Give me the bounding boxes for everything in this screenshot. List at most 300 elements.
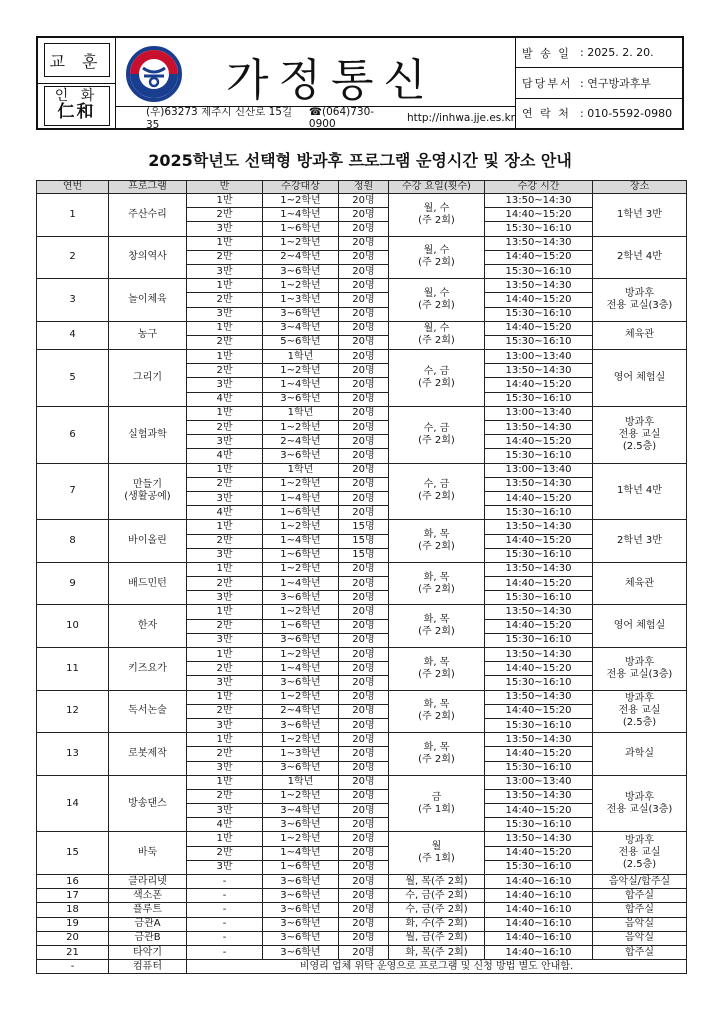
capacity: 20명 <box>339 931 389 945</box>
dept-row: 담당부서 : 연구방과후부 <box>516 68 682 98</box>
class-time: 13:50~14:30 <box>485 236 593 250</box>
program-name: 주산수리 <box>109 194 187 237</box>
class-days: 월, 수 (주 2회) <box>389 194 485 237</box>
program-number: 4 <box>37 321 109 349</box>
target-grade: 3~6학년 <box>263 307 339 321</box>
program-number: 12 <box>37 690 109 733</box>
program-name: 그리기 <box>109 350 187 407</box>
class-time: 14:40~15:20 <box>485 577 593 591</box>
class-name: 3반 <box>187 264 263 278</box>
class-name: 3반 <box>187 633 263 647</box>
class-location: 방과후 전용 교실(3층) <box>593 648 687 691</box>
class-name: 3반 <box>187 676 263 690</box>
class-location: 음악실 <box>593 917 687 931</box>
motto-panel <box>38 38 116 128</box>
capacity: 20명 <box>339 889 389 903</box>
class-name: 2반 <box>187 293 263 307</box>
table-row <box>37 236 687 250</box>
program-number: 17 <box>37 889 109 903</box>
class-time: 13:50~14:30 <box>485 789 593 803</box>
class-name: - <box>187 875 263 889</box>
target-grade: 1~2학년 <box>263 364 339 378</box>
capacity: 20명 <box>339 491 389 505</box>
capacity: 20명 <box>339 307 389 321</box>
target-grade: 3~4학년 <box>263 804 339 818</box>
class-time: 14:40~16:10 <box>485 931 593 945</box>
target-grade: 3~4학년 <box>263 321 339 335</box>
capacity: 20명 <box>339 860 389 874</box>
class-name: 1반 <box>187 279 263 293</box>
program-name: 만들기 (생활공예) <box>109 463 187 520</box>
class-name: 3반 <box>187 491 263 505</box>
program-number: 11 <box>37 648 109 691</box>
target-grade: 1~4학년 <box>263 534 339 548</box>
capacity: 20명 <box>339 208 389 222</box>
class-time: 13:00~13:40 <box>485 406 593 420</box>
class-days: 월, 목(주 2회) <box>389 875 485 889</box>
class-name: 2반 <box>187 364 263 378</box>
program-number: 15 <box>37 832 109 875</box>
capacity: 20명 <box>339 818 389 832</box>
class-name: 4반 <box>187 449 263 463</box>
table-row <box>37 775 687 789</box>
table-row <box>37 889 687 903</box>
class-days: 화, 목 (주 2회) <box>389 520 485 563</box>
class-days: 금 (주 1회) <box>389 775 485 832</box>
capacity: 20명 <box>339 619 389 633</box>
class-time: 14:40~15:20 <box>485 747 593 761</box>
program-name: 클라리넷 <box>109 875 187 889</box>
class-days: 수, 금(주 2회) <box>389 889 485 903</box>
class-location: 방과후 전용 교실 (2.5층) <box>593 406 687 463</box>
target-grade: 1~6학년 <box>263 860 339 874</box>
column-header: 정원 <box>339 181 389 194</box>
class-name: 2반 <box>187 208 263 222</box>
capacity: 20명 <box>339 775 389 789</box>
class-name: 1반 <box>187 648 263 662</box>
issue-date-row: 발 송 일 : 2025. 2. 20. <box>516 38 682 68</box>
class-time: 15:30~16:10 <box>485 860 593 874</box>
class-time: 14:40~15:20 <box>485 804 593 818</box>
class-name: 1반 <box>187 321 263 335</box>
class-time: 15:30~16:10 <box>485 761 593 775</box>
class-name: 4반 <box>187 392 263 406</box>
target-grade: 3~6학년 <box>263 761 339 775</box>
target-grade: 1~6학년 <box>263 548 339 562</box>
target-grade: 1~2학년 <box>263 194 339 208</box>
class-location: 1학년 4반 <box>593 463 687 520</box>
class-name: - <box>187 917 263 931</box>
class-name: - <box>187 931 263 945</box>
table-row <box>37 960 687 974</box>
program-number: 10 <box>37 605 109 648</box>
capacity: 20명 <box>339 378 389 392</box>
program-number: 16 <box>37 875 109 889</box>
class-name: 2반 <box>187 534 263 548</box>
program-name: 컴퓨터 <box>109 960 187 974</box>
capacity: 20명 <box>339 321 389 335</box>
class-name: 2반 <box>187 789 263 803</box>
capacity: 20명 <box>339 648 389 662</box>
class-name: 1반 <box>187 690 263 704</box>
class-time: 15:30~16:10 <box>485 506 593 520</box>
target-grade: 1~2학년 <box>263 832 339 846</box>
class-days: 화, 목 (주 2회) <box>389 648 485 691</box>
table-row <box>37 875 687 889</box>
class-days: 화, 수(주 2회) <box>389 917 485 931</box>
class-time: 13:00~13:40 <box>485 775 593 789</box>
program-name: 배드민턴 <box>109 562 187 605</box>
contact-info-bar <box>116 105 515 131</box>
capacity: 20명 <box>339 506 389 520</box>
target-grade: 1~2학년 <box>263 562 339 576</box>
contact-row: 연 락 처 : 010-5592-0980 <box>522 106 673 121</box>
capacity: 20명 <box>339 903 389 917</box>
class-location: 합주실 <box>593 889 687 903</box>
class-name: 1반 <box>187 406 263 420</box>
program-name: 실험과학 <box>109 406 187 463</box>
class-name: - <box>187 945 263 959</box>
capacity: 20명 <box>339 222 389 236</box>
capacity: 20명 <box>339 804 389 818</box>
capacity: 20명 <box>339 335 389 349</box>
program-name: 독서논술 <box>109 690 187 733</box>
class-name: 1반 <box>187 194 263 208</box>
class-days: 월, 금(주 2회) <box>389 931 485 945</box>
program-number: 21 <box>37 945 109 959</box>
target-grade: 1~2학년 <box>263 605 339 619</box>
class-name: 2반 <box>187 846 263 860</box>
class-name: 2반 <box>187 747 263 761</box>
program-number: 8 <box>37 520 109 563</box>
class-location: 1학년 3반 <box>593 194 687 237</box>
program-number: 14 <box>37 775 109 832</box>
table-row <box>37 945 687 959</box>
program-name: 금관A <box>109 917 187 931</box>
class-time: 15:30~16:10 <box>485 818 593 832</box>
class-location: 음악실/합주실 <box>593 875 687 889</box>
target-grade: 3~6학년 <box>263 449 339 463</box>
class-time: 13:50~14:30 <box>485 477 593 491</box>
capacity: 20명 <box>339 591 389 605</box>
class-name: - <box>187 903 263 917</box>
capacity: 20명 <box>339 690 389 704</box>
program-name: 농구 <box>109 321 187 349</box>
target-grade: 1~2학년 <box>263 236 339 250</box>
class-time: 14:40~16:10 <box>485 903 593 917</box>
class-time: 14:40~15:20 <box>485 293 593 307</box>
school-address: (우)63273 제주시 신산로 15길 35 <box>146 106 293 131</box>
class-time: 14:40~15:20 <box>485 846 593 860</box>
target-grade: 1~2학년 <box>263 690 339 704</box>
class-time: 15:30~16:10 <box>485 718 593 732</box>
dept-name: : 연구방과후부 <box>580 76 651 90</box>
table-row <box>37 917 687 931</box>
class-location: 체육관 <box>593 562 687 605</box>
program-name: 플루트 <box>109 903 187 917</box>
column-header: 프로그램 <box>109 181 187 194</box>
target-grade: 5~6학년 <box>263 335 339 349</box>
class-name: 1반 <box>187 236 263 250</box>
class-time: 13:50~14:30 <box>485 194 593 208</box>
capacity: 20명 <box>339 676 389 690</box>
class-days: 화, 목 (주 2회) <box>389 690 485 733</box>
capacity: 15명 <box>339 520 389 534</box>
target-grade: 3~6학년 <box>263 917 339 931</box>
target-grade: 3~6학년 <box>263 945 339 959</box>
class-time: 14:40~15:20 <box>485 619 593 633</box>
issue-info-panel <box>516 38 682 128</box>
program-number: 2 <box>37 236 109 279</box>
capacity: 20명 <box>339 761 389 775</box>
class-time: 13:50~14:30 <box>485 690 593 704</box>
program-name: 색소폰 <box>109 889 187 903</box>
program-name: 로봇제작 <box>109 733 187 776</box>
class-location: 체육관 <box>593 321 687 349</box>
class-time: 15:30~16:10 <box>485 264 593 278</box>
program-number: 3 <box>37 279 109 322</box>
column-header: 연번 <box>37 181 109 194</box>
target-grade: 2~4학년 <box>263 704 339 718</box>
table-header-row <box>37 181 687 194</box>
capacity: 20명 <box>339 605 389 619</box>
class-time: 14:40~15:20 <box>485 662 593 676</box>
class-time: 13:50~14:30 <box>485 562 593 576</box>
class-location: 합주실 <box>593 945 687 959</box>
class-time: 15:30~16:10 <box>485 222 593 236</box>
table-row <box>37 690 687 704</box>
motto-label: 교 훈 <box>44 43 110 77</box>
class-name: 2반 <box>187 577 263 591</box>
issue-date: : 2025. 2. 20. <box>580 46 654 60</box>
table-row <box>37 562 687 576</box>
school-phone: ☎(064)730-0900 <box>308 105 375 130</box>
capacity: 20명 <box>339 704 389 718</box>
class-time: 15:30~16:10 <box>485 392 593 406</box>
class-time: 15:30~16:10 <box>485 591 593 605</box>
class-name: 3반 <box>187 378 263 392</box>
class-name: 1반 <box>187 350 263 364</box>
target-grade: 3~6학년 <box>263 718 339 732</box>
class-location: 합주실 <box>593 903 687 917</box>
capacity: 20명 <box>339 350 389 364</box>
class-time: 14:40~15:20 <box>485 704 593 718</box>
target-grade: 1~6학년 <box>263 506 339 520</box>
newsletter-title: 가정통신 <box>226 55 437 106</box>
class-name: 3반 <box>187 860 263 874</box>
capacity: 15명 <box>339 534 389 548</box>
capacity: 20명 <box>339 662 389 676</box>
class-time: 14:40~16:10 <box>485 875 593 889</box>
column-header: 반 <box>187 181 263 194</box>
capacity: 20명 <box>339 364 389 378</box>
class-location: 방과후 전용 교실(3층) <box>593 775 687 832</box>
class-name: 3반 <box>187 307 263 321</box>
target-grade: 1~3학년 <box>263 293 339 307</box>
capacity: 20명 <box>339 747 389 761</box>
target-grade: 2~4학년 <box>263 250 339 264</box>
target-grade: 1~4학년 <box>263 208 339 222</box>
capacity: 20명 <box>339 789 389 803</box>
class-location: 방과후 전용 교실(3층) <box>593 279 687 322</box>
class-time: 14:40~15:20 <box>485 321 593 335</box>
class-time: 13:50~14:30 <box>485 733 593 747</box>
class-time: 14:40~16:10 <box>485 917 593 931</box>
target-grade: 1~4학년 <box>263 577 339 591</box>
class-time: 13:50~14:30 <box>485 832 593 846</box>
capacity: 20명 <box>339 279 389 293</box>
class-days: 화, 목 (주 2회) <box>389 733 485 776</box>
class-time: 13:50~14:30 <box>485 421 593 435</box>
class-time: 13:00~13:40 <box>485 350 593 364</box>
capacity: 20명 <box>339 421 389 435</box>
target-grade: 3~6학년 <box>263 392 339 406</box>
class-location: 과학실 <box>593 733 687 776</box>
target-grade: 3~6학년 <box>263 633 339 647</box>
program-number: - <box>37 960 109 974</box>
target-grade: 1~4학년 <box>263 662 339 676</box>
class-name: 3반 <box>187 718 263 732</box>
class-time: 15:30~16:10 <box>485 307 593 321</box>
class-days: 수, 금 (주 2회) <box>389 406 485 463</box>
class-time: 13:00~13:40 <box>485 463 593 477</box>
program-name: 방송댄스 <box>109 775 187 832</box>
class-location: 2학년 4반 <box>593 236 687 279</box>
program-number: 6 <box>37 406 109 463</box>
target-grade: 1~6학년 <box>263 619 339 633</box>
program-number: 18 <box>37 903 109 917</box>
school-logo <box>126 46 182 102</box>
capacity: 20명 <box>339 633 389 647</box>
table-row <box>37 648 687 662</box>
class-name: 2반 <box>187 619 263 633</box>
class-days: 화, 목(주 2회) <box>389 945 485 959</box>
target-grade: 1학년 <box>263 463 339 477</box>
program-number: 7 <box>37 463 109 520</box>
capacity: 20명 <box>339 293 389 307</box>
motto-korean: 인 화 <box>54 88 99 105</box>
class-name: 1반 <box>187 733 263 747</box>
table-row <box>37 903 687 917</box>
capacity: 20명 <box>339 875 389 889</box>
class-time: 13:50~14:30 <box>485 364 593 378</box>
capacity: 20명 <box>339 194 389 208</box>
motto-hanja: 仁和 <box>57 102 96 123</box>
class-name: 2반 <box>187 421 263 435</box>
table-row <box>37 406 687 420</box>
program-name: 한자 <box>109 605 187 648</box>
class-days: 월 (주 1회) <box>389 832 485 875</box>
capacity: 20명 <box>339 917 389 931</box>
class-name: 3반 <box>187 222 263 236</box>
target-grade: 1~4학년 <box>263 378 339 392</box>
table-row <box>37 733 687 747</box>
class-location: 영어 체험실 <box>593 350 687 407</box>
target-grade: 1~2학년 <box>263 733 339 747</box>
target-grade: 3~6학년 <box>263 264 339 278</box>
class-name: 4반 <box>187 818 263 832</box>
class-days: 월, 수 (주 2회) <box>389 321 485 349</box>
target-grade: 1~2학년 <box>263 421 339 435</box>
class-name: 3반 <box>187 435 263 449</box>
capacity: 15명 <box>339 548 389 562</box>
program-number: 1 <box>37 194 109 237</box>
target-grade: 1~2학년 <box>263 789 339 803</box>
target-grade: 1~2학년 <box>263 477 339 491</box>
class-time: 13:50~14:30 <box>485 605 593 619</box>
target-grade: 1~2학년 <box>263 279 339 293</box>
document-title: 2025학년도 선택형 방과후 프로그램 운영시간 및 장소 안내 <box>148 151 572 170</box>
class-time: 14:40~15:20 <box>485 378 593 392</box>
column-header: 수강 요일(횟수) <box>389 181 485 194</box>
class-time: 13:50~14:30 <box>485 520 593 534</box>
title-panel <box>116 38 516 131</box>
table-row <box>37 520 687 534</box>
target-grade: 1학년 <box>263 350 339 364</box>
school-motto <box>44 86 110 126</box>
class-time: 15:30~16:10 <box>485 449 593 463</box>
class-name: 1반 <box>187 463 263 477</box>
target-grade: 1학년 <box>263 406 339 420</box>
capacity: 20명 <box>339 577 389 591</box>
class-name: 2반 <box>187 477 263 491</box>
class-name: 1반 <box>187 520 263 534</box>
class-name: 2반 <box>187 250 263 264</box>
table-row <box>37 463 687 477</box>
capacity: 20명 <box>339 733 389 747</box>
target-grade: 3~6학년 <box>263 676 339 690</box>
class-location: 방과후 전용 교실 (2.5층) <box>593 832 687 875</box>
target-grade: 1~4학년 <box>263 846 339 860</box>
class-name: 3반 <box>187 804 263 818</box>
class-location: 2학년 3반 <box>593 520 687 563</box>
target-grade: 1~4학년 <box>263 491 339 505</box>
table-row <box>37 350 687 364</box>
program-number: 20 <box>37 931 109 945</box>
capacity: 20명 <box>339 264 389 278</box>
program-number: 13 <box>37 733 109 776</box>
class-location: 영어 체험실 <box>593 605 687 648</box>
class-name: 2반 <box>187 704 263 718</box>
capacity: 20명 <box>339 392 389 406</box>
class-time: 14:40~15:20 <box>485 250 593 264</box>
class-time: 14:40~15:20 <box>485 435 593 449</box>
capacity: 20명 <box>339 406 389 420</box>
class-name: 3반 <box>187 548 263 562</box>
target-grade: 1~2학년 <box>263 520 339 534</box>
class-name: 1반 <box>187 832 263 846</box>
target-grade: 3~6학년 <box>263 591 339 605</box>
class-days: 월, 수 (주 2회) <box>389 236 485 279</box>
column-header: 수강대상 <box>263 181 339 194</box>
class-name: - <box>187 889 263 903</box>
class-name: 2반 <box>187 662 263 676</box>
capacity: 20명 <box>339 477 389 491</box>
program-name: 창의역사 <box>109 236 187 279</box>
class-time: 15:30~16:10 <box>485 676 593 690</box>
class-time: 14:40~15:20 <box>485 491 593 505</box>
program-name: 키즈요가 <box>109 648 187 691</box>
class-time: 13:50~14:30 <box>485 279 593 293</box>
capacity: 20명 <box>339 250 389 264</box>
capacity: 20명 <box>339 449 389 463</box>
program-name: 금관B <box>109 931 187 945</box>
class-name: 2반 <box>187 335 263 349</box>
table-row <box>37 832 687 846</box>
capacity: 20명 <box>339 236 389 250</box>
capacity: 20명 <box>339 463 389 477</box>
class-name: 4반 <box>187 506 263 520</box>
